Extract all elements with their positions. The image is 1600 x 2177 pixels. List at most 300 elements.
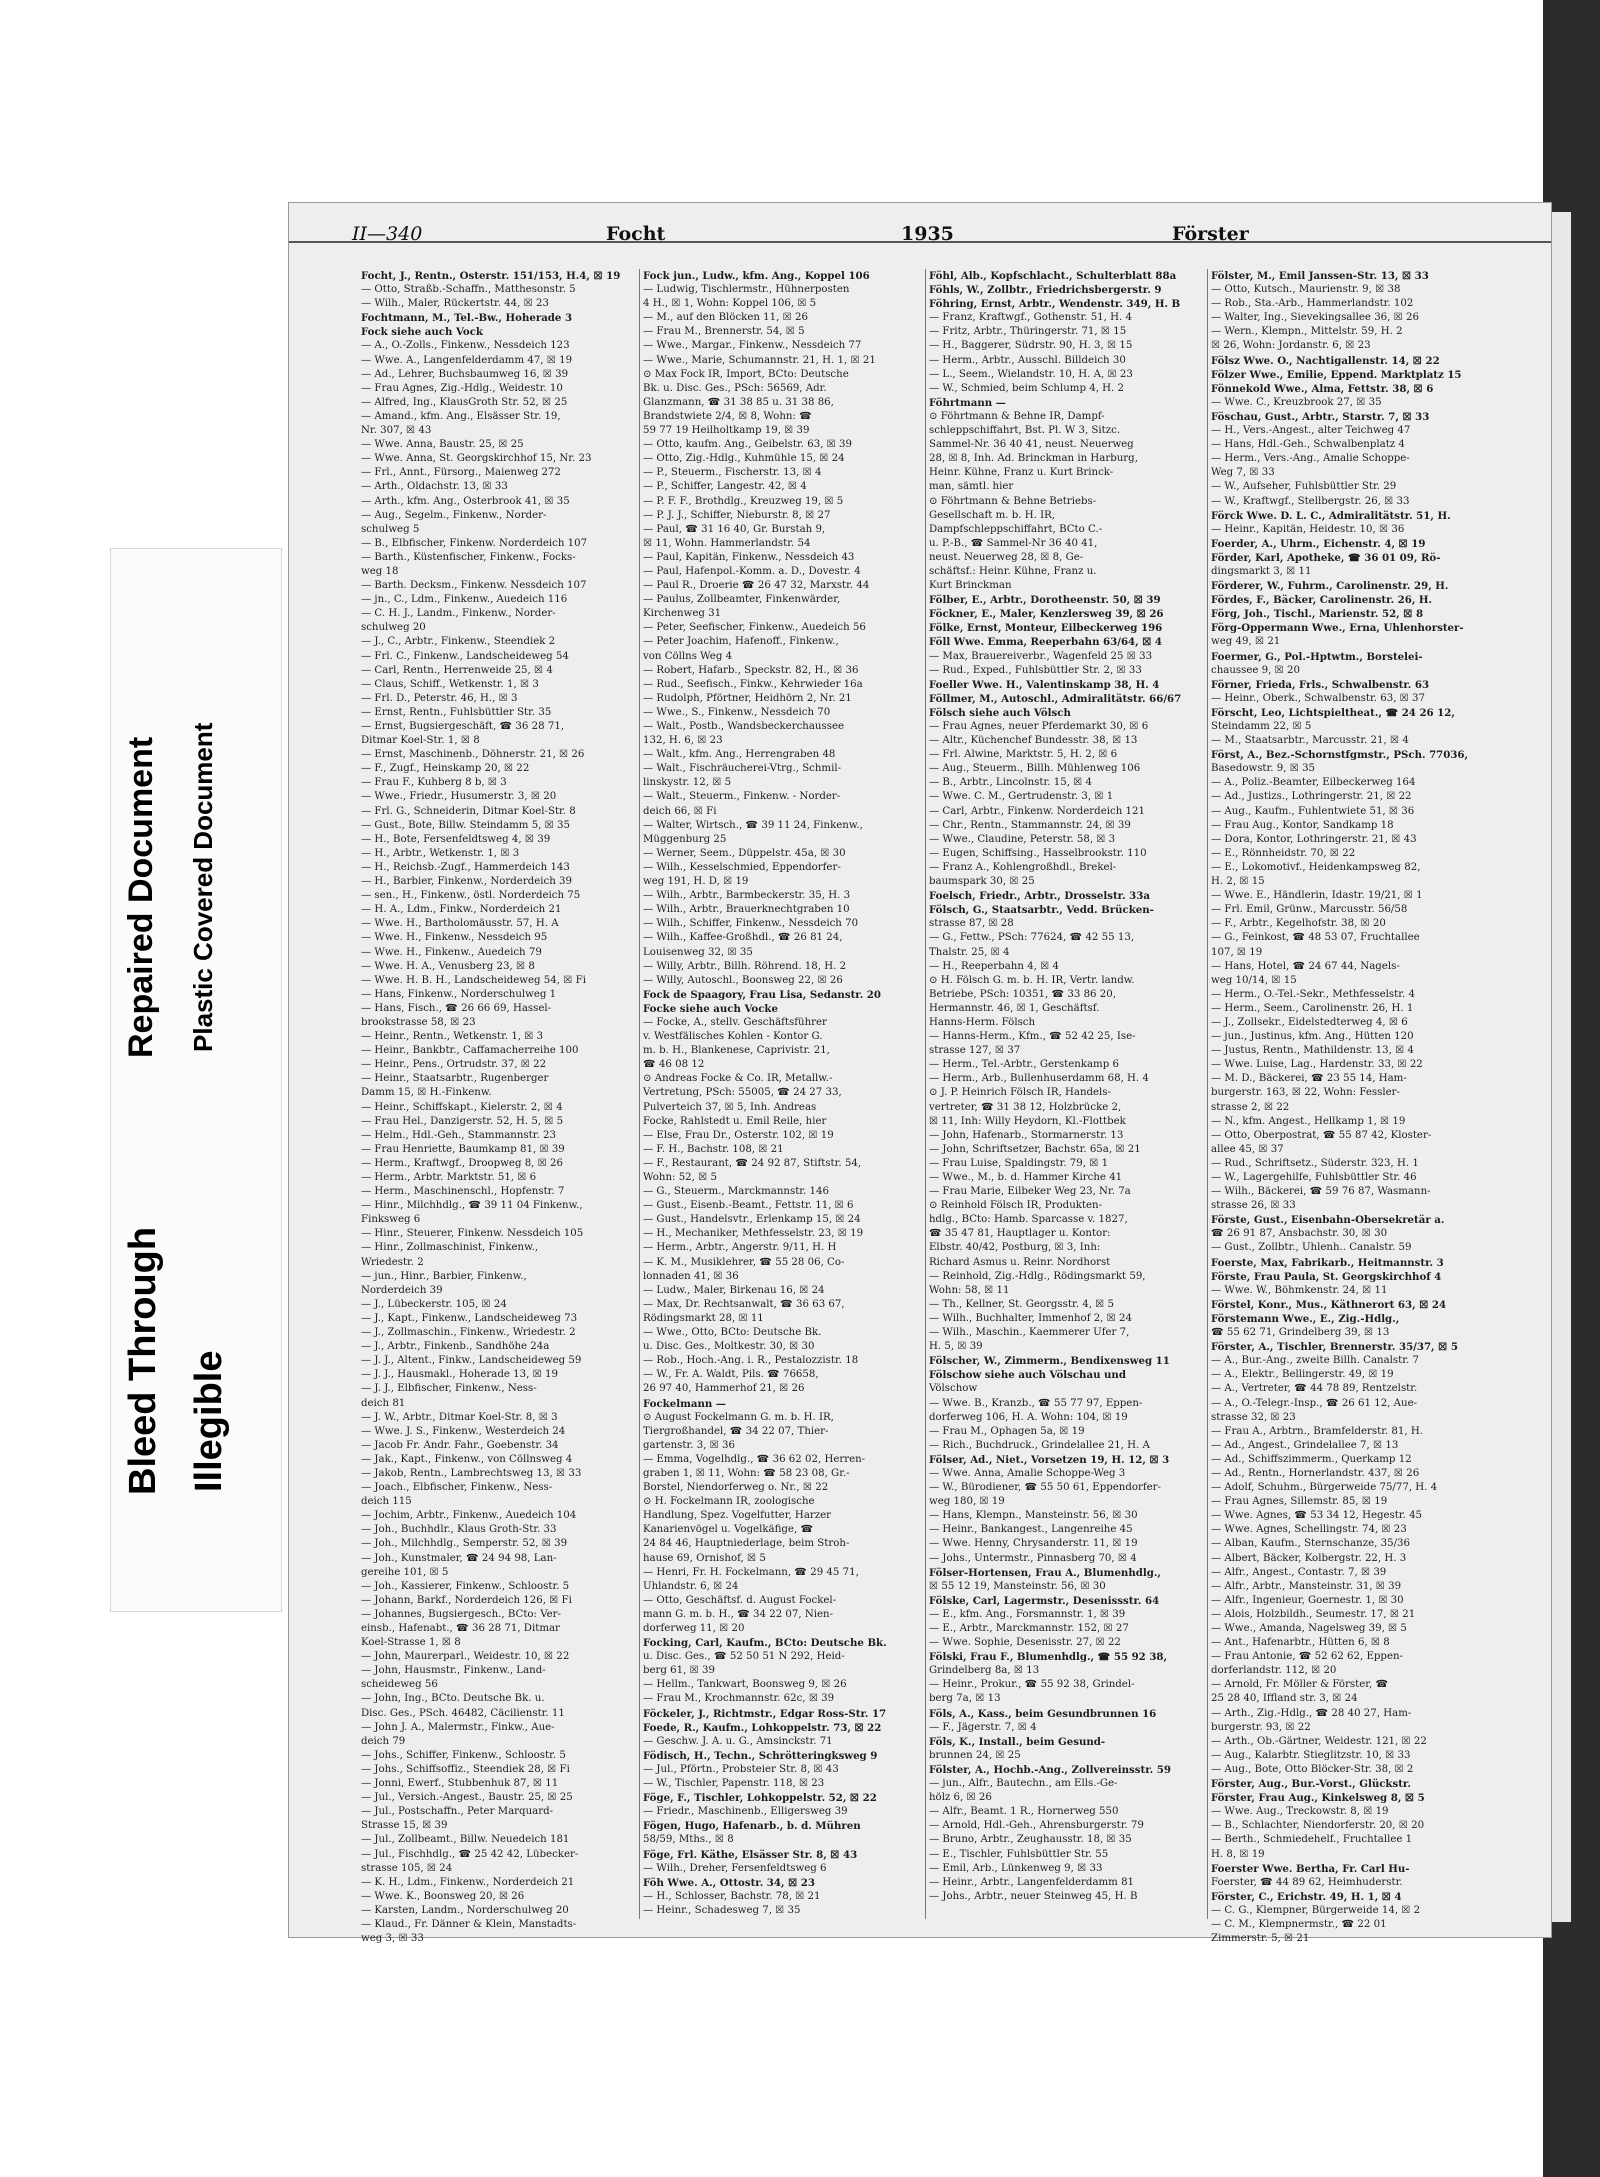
directory-entry: — Arnold, Fr. Möller & Förster, ☎ (1211, 1679, 1389, 1691)
directory-entry: Förster, C., Erichstr. 49, H. 1, ☒ 4 (1211, 1890, 1402, 1903)
directory-entry: — Arth., Zig.-Hdlg., ☎ 28 40 27, Ham- (1211, 1707, 1412, 1719)
directory-entry: — Hellm., Tankwart, Boonsweg 9, ☒ 26 (643, 1679, 847, 1691)
directory-entry: — Ernst, Rentn., Fuhlsbüttler Str. 35 (361, 706, 552, 718)
directory-entry: — Rich., Buchdruck., Grindelallee 21, H. A (929, 1439, 1150, 1451)
directory-entry: — Willy, Arbtr., Billh. Röhrend. 18, H. 2 (643, 960, 847, 972)
directory-entry: Fölzer Wwe., Emilie, Eppend. Marktplatz 15 (1211, 368, 1462, 381)
directory-entry: deich 81 (361, 1397, 406, 1409)
directory-entry: — Hans, Hotel, ☎ 24 67 44, Nagels- (1211, 960, 1400, 972)
directory-entry: — Wwe. Luise, Lag., Hardenstr. 33, ☒ 22 (1211, 1059, 1423, 1071)
directory-entry: — Wwe. C., Kreuzbrook 27, ☒ 35 (1211, 396, 1382, 408)
directory-entry: — B., Schlachter, Niendorferstr. 20, ☒ 20 (1211, 1820, 1425, 1832)
directory-entry: — H., Bote, Fersenfeldtsweg 4, ☒ 39 (361, 833, 551, 845)
directory-entry: — Joach., Elbfischer, Finkenw., Ness- (361, 1482, 553, 1494)
directory-entry: berg 7a, ☒ 13 (929, 1693, 1001, 1705)
directory-entry: — Wwe. Agnes, ☎ 53 34 12, Hegestr. 45 (1211, 1510, 1423, 1522)
directory-entry: — Walt., kfm. Ang., Herrengraben 48 (643, 749, 836, 761)
directory-entry: — Wwe. A., Langenfelderdamm 47, ☒ 19 (361, 354, 573, 366)
directory-entry: — Jakob, Rentn., Lambrechtsweg 13, ☒ 33 (361, 1467, 582, 1479)
directory-entry: — Aug., Kaufm., Fuhlentwiete 51, ☒ 36 (1211, 805, 1415, 817)
directory-entry: 58/59, Mths., ☒ 8 (643, 1834, 734, 1846)
directory-entry: strasse 26, ☒ 33 (1211, 1200, 1296, 1212)
directory-entry: — J., C., Arbtr., Finkenw., Steendiek 2 (361, 636, 556, 648)
directory-entry: — A., Bur.-Ang., zweite Billh. Canalstr. 7 (1211, 1355, 1419, 1367)
directory-entry: ⊙ Max Fock IR, Import, BCto: Deutsche (643, 368, 849, 380)
directory-entry: — Wwe., Marie, Schumannstr. 21, H. 1, ☒ 21 (643, 354, 876, 366)
directory-entry: — Reinhold, Zig.-Hdlg., Rödingsmarkt 59, (929, 1270, 1146, 1282)
directory-entry: — Berth., Schmiedehelf., Fruchtallee 1 (1211, 1834, 1413, 1846)
directory-entry: — B., Arbtr., Lincolnstr. 15, ☒ 4 (929, 777, 1093, 789)
directory-entry: Hanns-Herm. Fölsch (929, 1016, 1036, 1028)
directory-entry: — Altr., Küchenchef Bundesstr. 38, ☒ 13 (929, 735, 1138, 747)
directory-entry: — Rob., Hoch.-Ang. i. R., Pestalozzistr. 18 (643, 1355, 859, 1367)
directory-entry: — K. M., Musiklehrer, ☎ 55 28 06, Co- (643, 1256, 845, 1268)
directory-entry: — Hinr., Milchhdlg., ☎ 39 11 04 Finkenw., (361, 1200, 583, 1212)
directory-entry: Richard Asmus u. Reinr. Nordhorst (929, 1256, 1111, 1268)
directory-entry: ☒ 55 12 19, Mansteinstr. 56, ☒ 30 (929, 1580, 1106, 1592)
directory-entry: — Franz, Kraftwgf., Gothenstr. 51, H. 4 (929, 312, 1132, 324)
directory-entry: — Otto, Straßb.-Schaffn., Matthesonstr. 5 (361, 284, 576, 296)
page-header (289, 203, 1551, 243)
directory-entry: — Frl. C., Finkenw., Landscheideweg 54 (361, 650, 569, 662)
directory-column-2 (643, 269, 923, 1917)
directory-entry: — Dora, Kontor, Lothringerstr. 21, ☒ 43 (1211, 833, 1417, 845)
directory-entry: — Arth., Oldachstr. 13, ☒ 33 (361, 481, 508, 493)
directory-entry: — Walt., Steuerm., Finkenw. - Norder- (643, 791, 841, 803)
directory-entry: — Gust., Bote, Billw. Steindamm 5, ☒ 35 (361, 819, 570, 831)
directory-entry: Fölber, E., Arbtr., Dorotheenstr. 50, ☒ 39 (929, 594, 1161, 607)
column-divider (639, 269, 640, 1919)
directory-entry: — P. F. F., Brothdlg., Kreuzweg 19, ☒ 5 (643, 495, 844, 507)
directory-entry: Föckeler, J., Richtmstr., Edgar Ross-Str. 17 (643, 1707, 887, 1720)
directory-entry: — John J. A., Malermstr., Finkw., Aue- (361, 1721, 555, 1733)
directory-entry: ☒ 11, Inh: Willy Heydorn, Kl.-Flottbek (929, 1115, 1126, 1127)
directory-entry: deich 66, ☒ Fi (643, 805, 717, 817)
directory-entry: — H., Vers.-Angest., alter Teichweg 47 (1211, 425, 1411, 437)
directory-entry: Grindelberg 8a, ☒ 13 (929, 1665, 1040, 1677)
directory-entry: — Herm., O.-Tel.-Sekr., Methfesselstr. 4 (1211, 988, 1415, 1000)
directory-entry: — W., Schmied, beim Schlump 4, H. 2 (929, 382, 1125, 394)
directory-entry: — Wwe. H., Bartholomäusstr. 57, H. A (361, 918, 559, 930)
directory-entry: u. Disc. Ges., Moltkestr. 30, ☒ 30 (643, 1341, 815, 1353)
directory-entry: — Walter, Wirtsch., ☎ 39 11 24, Finkenw., (643, 819, 863, 831)
directory-entry: — Frl. G., Schneiderin, Ditmar Koel-Str. 8 (361, 805, 576, 817)
directory-entry: — Wwe. Henny, Chrysanderstr. 11, ☒ 19 (929, 1538, 1138, 1550)
directory-entry: — Wwe. Agnes, Schellingstr. 74, ☒ 23 (1211, 1524, 1407, 1536)
directory-entry: — Wwe. W., Böhmkenstr. 24, ☒ 11 (1211, 1284, 1388, 1296)
directory-entry: — J. W., Arbtr., Ditmar Koel-Str. 8, ☒ 3 (361, 1411, 558, 1423)
directory-entry: weg 3, ☒ 33 (361, 1933, 424, 1945)
directory-entry: — Wwe., Otto, BCto: Deutsche Bk. (643, 1327, 822, 1339)
directory-entry: — Rudolph, Pförtner, Heidhörn 2, Nr. 21 (643, 692, 852, 704)
directory-entry: — Wilh., Kesselschmied, Eppendorfer- (643, 861, 841, 873)
directory-entry: mann G. m. b. H., ☎ 34 22 07, Nien- (643, 1608, 834, 1620)
directory-entry: — A., O.-Telegr.-Insp., ☎ 26 61 12, Aue- (1211, 1397, 1418, 1409)
directory-entry: — Aug., Bote, Otto Blöcker-Str. 38, ☒ 2 (1211, 1763, 1414, 1775)
directory-entry: weg 191, H. D, ☒ 19 (643, 876, 749, 888)
directory-page (288, 202, 1552, 1945)
directory-entry: — W., Bürodiener, ☎ 55 50 61, Eppendorfer- (929, 1482, 1161, 1494)
directory-entry: 59 77 19 Heilholtkamp 19, ☒ 39 (643, 425, 810, 437)
directory-entry: — Alfr., Ingenieur, Goernestr. 1, ☒ 30 (1211, 1594, 1404, 1606)
directory-entry: scheideweg 56 (361, 1679, 438, 1691)
directory-entry: — A., Elektr., Bellingerstr. 49, ☒ 19 (1211, 1369, 1394, 1381)
directory-entry: — Ad., Lehrer, Buchsbaumweg 16, ☒ 39 (361, 368, 569, 380)
directory-entry: burgerstr. 93, ☒ 22 (1211, 1721, 1311, 1733)
directory-column-4 (1211, 269, 1469, 1945)
directory-entry: neust. Neuerweg 28, ☒ 8, Ge- (929, 551, 1084, 563)
directory-entry: Disc. Ges., PSch. 46482, Cäcilienstr. 11 (361, 1707, 565, 1719)
directory-entry: — Gust., Handelsvtr., Erlenkamp 15, ☒ 24 (643, 1214, 861, 1226)
last-name-header: Förster (1172, 223, 1249, 245)
directory-entry: — Else, Frau Dr., Osterstr. 102, ☒ 19 (643, 1129, 834, 1141)
directory-entry: weg 10/14, ☒ 15 (1211, 974, 1297, 986)
directory-entry: H. 2, ☒ 15 (1211, 876, 1265, 888)
directory-entry: — Focke, A., stellv. Geschäftsführer (643, 1016, 827, 1028)
directory-entry: — Gust., Eisenb.-Beamt., Fettstr. 11, ☒ 6 (643, 1200, 854, 1212)
directory-entry: — Ernst, Maschinenb., Döhnerstr. 21, ☒ 26 (361, 749, 585, 761)
directory-entry: — Paul R., Droerie ☎ 26 47 32, Marxstr. 44 (643, 580, 870, 592)
directory-entry: — W., Fr. A. Waldt, Pils. ☎ 76658, (643, 1369, 819, 1381)
directory-entry: ⊙ J. P. Heinrich Fölsch IR, Handels- (929, 1087, 1111, 1099)
directory-entry: — Wwe. Sophie, Desenisstr. 27, ☒ 22 (929, 1637, 1121, 1649)
directory-entry: — Frau Agnes, Zig.-Hdlg., Weidestr. 10 (361, 382, 563, 394)
directory-entry: — Joh., Milchhdlg., Semperstr. 52, ☒ 39 (361, 1538, 568, 1550)
directory-entry: brookstrasse 58, ☒ 23 (361, 1016, 476, 1028)
directory-entry: — Paul, Hafenpol.-Komm. a. D., Dovestr. 4 (643, 565, 861, 577)
directory-entry: — Frau Henriette, Baumkamp 81, ☒ 39 (361, 1143, 565, 1155)
directory-entry: — Otto, Zig.-Hdlg., Kuhmühle 15, ☒ 24 (643, 453, 845, 465)
directory-entry: Föge, Frl. Käthe, Elsässer Str. 8, ☒ 43 (643, 1848, 858, 1861)
directory-entry: — Jacob Fr. Andr. Fahr., Goebenstr. 34 (361, 1439, 559, 1451)
directory-entry: — Max, Brauereiverbr., Wagenfeld 25 ☒ 33 (929, 650, 1153, 662)
directory-entry: Förner, Frieda, Frls., Schwalbenstr. 63 (1211, 678, 1430, 691)
directory-entry: — Herm., Tel.-Arbtr., Gerstenkamp 6 (929, 1059, 1119, 1071)
directory-entry: Kanarienvögel u. Vogelkäfige, ☎ (643, 1524, 814, 1536)
directory-entry: strasse 105, ☒ 24 (361, 1862, 453, 1874)
directory-entry: Fock jun., Ludw., kfm. Ang., Koppel 106 (643, 270, 870, 282)
directory-entry: — Johann, Barkf., Norderdeich 126, ☒ Fi (361, 1594, 572, 1606)
directory-entry: — Jul., Pförtn., Probsteier Str. 8, ☒ 43 (643, 1763, 839, 1775)
directory-entry: Fock siehe auch Vock (361, 326, 483, 339)
directory-entry: — W., Lagergehilfe, Fuhlsbüttler Str. 46 (1211, 1172, 1417, 1183)
directory-entry: — Geschw. J. A. u. G., Amsinckstr. 71 (643, 1735, 833, 1747)
directory-entry: Brandstwiete 2/4, ☒ 8, Wohn: ☎ (643, 410, 812, 422)
directory-entry: — Hans, Klempn., Mansteinstr. 56, ☒ 30 (929, 1510, 1138, 1522)
directory-entry: — jn., C., Ldm., Finkenw., Auedeich 116 (361, 594, 568, 606)
directory-entry: dorferweg 11, ☒ 20 (643, 1623, 745, 1634)
directory-entry: — Fritz, Arbtr., Thüringerstr. 71, ☒ 15 (929, 326, 1127, 338)
label-plastic-covered: Plastic Covered Document (188, 722, 218, 1052)
directory-entry: Fock de Spaagory, Frau Lisa, Sedanstr. 20 (643, 988, 881, 1001)
directory-entry: — Friedr., Maschinenb., Elligersweg 39 (643, 1806, 848, 1818)
directory-entry: ☎ 55 62 71, Grindelberg 39, ☒ 13 (1211, 1327, 1390, 1339)
directory-entry: — Frau Antonie, ☎ 52 62 62, Eppen- (1211, 1651, 1403, 1663)
directory-entry: — Paulus, Zollbeamter, Finkenwärder, (643, 594, 841, 606)
directory-entry: Fölster, M., Emil Janssen-Str. 13, ☒ 33 (1211, 270, 1429, 282)
directory-entry: ☎ 35 47 81, Hauptlager u. Kontor: (929, 1228, 1111, 1240)
directory-entry: — G., Steuerm., Marckmannstr. 146 (643, 1186, 829, 1198)
directory-entry: — Frau F., Kuhberg 8 b, ☒ 3 (361, 777, 507, 789)
directory-entry: Handlung, Spez. Vogelfutter, Harzer (643, 1510, 832, 1522)
directory-entry: schulweg 5 (361, 523, 420, 535)
column-divider (925, 269, 926, 1919)
directory-entry: Foerster Wwe. Bertha, Fr. Carl Hu- (1211, 1862, 1410, 1875)
directory-entry: ☎ 46 08 12 (643, 1059, 705, 1071)
directory-entry: Thalstr. 25, ☒ 4 (929, 946, 1010, 958)
directory-entry: Focke siehe auch Vocke (643, 1002, 778, 1015)
directory-entry: Förstemann Wwe., E., Zig.-Hdlg., (1211, 1312, 1400, 1325)
directory-entry: — Wilh., Maler, Rückertstr. 44, ☒ 23 (361, 298, 549, 310)
directory-entry: — Jul., Fischhdlg., ☎ 25 42 42, Lübecker- (361, 1848, 579, 1860)
directory-entry: — Eugen, Schiffsing., Hasselbrookstr. 110 (929, 847, 1147, 859)
directory-entry: — Emil, Arb., Lünkenweg 9, ☒ 33 (929, 1862, 1103, 1874)
directory-entry: — Wwe. K., Boonsweg 20, ☒ 26 (361, 1890, 525, 1902)
directory-entry: — F., Jägerstr. 7, ☒ 4 (929, 1721, 1037, 1733)
directory-entry: — Frau Marie, Eilbeker Weg 23, Nr. 7a (929, 1186, 1131, 1198)
directory-entry: linskystr. 12, ☒ 5 (643, 777, 732, 789)
directory-entry: — Wwe., Friedr., Husumerstr. 3, ☒ 20 (361, 791, 557, 803)
directory-entry: ☒ 26, Wohn: Jordanstr. 6, ☒ 23 (1211, 340, 1371, 352)
directory-entry: gartenstr. 3, ☒ 36 (643, 1439, 735, 1451)
directory-entry: Föhring, Ernst, Arbtr., Wendenstr. 349, H. B (929, 298, 1181, 311)
directory-entry: — Franz A., Kohlengroßhdl., Brekel- (929, 861, 1117, 873)
directory-entry: — Frau M., Krochmannstr. 62c, ☒ 39 (643, 1693, 835, 1705)
directory-entry: — John, Maurerparl., Weidestr. 10, ☒ 22 (361, 1651, 570, 1663)
directory-entry: — J. J., Altent., Finkw., Landscheideweg 59 (361, 1355, 582, 1367)
directory-entry: Föschau, Gust., Arbtr., Starstr. 7, ☒ 33 (1211, 410, 1430, 423)
directory-entry: — Emma, Vogelhdlg., ☎ 36 62 02, Herren- (643, 1453, 866, 1465)
directory-entry: — J., Zollsekr., Eidelstedterweg 4, ☒ 6 (1211, 1016, 1408, 1028)
directory-entry: 28, ☒ 8, Inh. Ad. Brinckman in Harburg, (929, 453, 1138, 465)
directory-entry: — Otto, Oberpostrat, ☎ 55 87 42, Kloster- (1211, 1129, 1432, 1141)
directory-entry: Föhl, Alb., Kopfschlacht., Schulterblatt 88a (929, 270, 1177, 282)
directory-entry: — Wwe. C. M., Gertrudenstr. 3, ☒ 1 (929, 791, 1114, 803)
directory-entry: Foede, R., Kaufm., Lohkoppelstr. 73, ☒ 22 (643, 1721, 882, 1734)
directory-entry: — Wwe., Claudine, Peterstr. 58, ☒ 3 (929, 833, 1116, 845)
directory-entry: dingsmarkt 3, ☒ 11 (1211, 565, 1312, 577)
directory-entry: — Joh., Buchhdlr., Klaus Groth-Str. 33 (361, 1524, 557, 1536)
directory-entry: — Rud., Schriftsetz., Süderstr. 323, H. 1 (1211, 1157, 1419, 1169)
directory-entry: — M., auf den Blöcken 11, ☒ 26 (643, 312, 808, 324)
directory-entry: — Herm., Arb., Bullenhuserdamm 68, H. 4 (929, 1073, 1149, 1085)
directory-entry: Foeller Wwe. H., Valentinskamp 38, H. 4 (929, 678, 1160, 691)
directory-entry: — Alfred, Ing., KlausGroth Str. 52, ☒ 25 (361, 396, 568, 408)
directory-entry: — H., Reichsb.-Zugf., Hammerdeich 143 (361, 861, 570, 873)
directory-entry: Föll Wwe. Emma, Reeperbahn 63/64, ☒ 4 (929, 636, 1162, 649)
directory-entry: Bk. u. Disc. Ges., PSch: 56569, Adr. (643, 382, 827, 394)
column-divider (1207, 269, 1208, 1919)
directory-entry: — Walt., Postb., Wandsbeckerchaussee (643, 721, 844, 732)
directory-entry: schleppschiffahrt, Bst. Pl. W 3, Sitzc. (929, 425, 1121, 437)
directory-entry: 25 28 40, Iffland str. 3, ☒ 24 (1211, 1693, 1358, 1705)
directory-entry: — Paul, ☎ 31 16 40, Gr. Burstah 9, (643, 523, 826, 535)
directory-entry: — Willy, Autoschl., Boonsweg 22, ☒ 26 (643, 974, 843, 986)
directory-entry: — Frau Hel., Danzigerstr. 52, H. 5, ☒ 5 (361, 1115, 564, 1127)
directory-entry: Fölsch siehe auch Völsch (929, 706, 1071, 719)
directory-entry: — Chr., Rentn., Stammannstr. 24, ☒ 39 (929, 819, 1131, 831)
directory-entry: Vertretung, PSch: 55005, ☎ 24 27 33, (643, 1087, 842, 1099)
directory-entry: — Rob., Sta.-Arb., Hammerlandstr. 102 (1211, 298, 1414, 310)
directory-entry: — Frau M., Brennerstr. 54, ☒ 5 (643, 326, 805, 338)
directory-entry: — Adolf, Schuhm., Bürgerweide 75/77, H. 4 (1211, 1482, 1438, 1494)
directory-entry: Förste, Frau Paula, St. Georgskirchhof 4 (1211, 1270, 1442, 1283)
directory-entry: — J. J., Elbfischer, Finkenw., Ness- (361, 1383, 537, 1395)
directory-entry: Fölser-Hortensen, Frau A., Blumenhdlg., (929, 1566, 1161, 1579)
directory-entry: Föckner, E., Maler, Kenzlersweg 39, ☒ 26 (929, 608, 1164, 621)
directory-entry: — J., Lübeckerstr. 105, ☒ 24 (361, 1298, 507, 1310)
directory-entry: m. b. H., Blankenese, Caprivistr. 21, (643, 1045, 830, 1057)
directory-entry: — E., Lokomotivf., Heidenkampsweg 82, (1211, 861, 1421, 873)
directory-entry: von Cöllns Weg 4 (643, 650, 733, 662)
directory-entry: — Johs., Schiffer, Finkenw., Schloostr. 5 (361, 1749, 566, 1761)
directory-entry: — H., Mechaniker, Methfesselstr. 23, ☒ 19 (643, 1228, 864, 1240)
directory-entry: Fölser, Ad., Niet., Vorsetzen 19, H. 12, ☒ 3 (929, 1453, 1170, 1466)
directory-entry: — Carl, Arbtr., Finkenw. Norderdeich 121 (929, 805, 1145, 817)
directory-entry: hause 69, Ornishof, ☒ 5 (643, 1552, 766, 1564)
directory-entry: — K. H., Ldm., Finkenw., Norderdeich 21 (361, 1876, 575, 1888)
directory-entry: — Alban, Kaufm., Sternschanze, 35/36 (1211, 1538, 1410, 1550)
directory-entry: Kirchenweg 31 (643, 608, 722, 620)
directory-entry: — Otto, Kutsch., Maurienstr. 9, ☒ 38 (1211, 284, 1401, 296)
directory-entry: — Wwe. Anna, Amalie Schoppe-Weg 3 (929, 1467, 1126, 1479)
directory-entry: — Wwe. H. B. H., Landscheideweg 54, ☒ Fi (361, 974, 586, 986)
label-bleed-through: Bleed Through (122, 1226, 164, 1495)
directory-entry: — C. M., Klempnermstr., ☎ 22 01 (1211, 1918, 1387, 1930)
directory-entry: Fönnekold Wwe., Alma, Fettstr. 38, ☒ 6 (1211, 382, 1434, 395)
directory-entry: — H., Arbtr., Wetkenstr. 1, ☒ 3 (361, 847, 520, 859)
directory-entry: — Wwe., Margar., Finkenw., Nessdeich 77 (643, 340, 862, 352)
directory-entry: — Wwe. J. S., Finkenw., Westerdeich 24 (361, 1425, 566, 1437)
directory-entry: strasse 32, ☒ 23 (1211, 1411, 1296, 1423)
directory-entry: Förderer, W., Fuhrm., Carolinenstr. 29, H. (1211, 580, 1449, 593)
directory-entry: — Hans, Hdl.-Geh., Schwalbenplatz 4 (1211, 439, 1405, 451)
directory-entry: — Wwe., S., Finkenw., Nessdeich 70 (643, 706, 831, 718)
directory-entry: — Aug., Steuerm., Billh. Mühlenweg 106 (929, 763, 1141, 775)
directory-entry: — Wwe., M., b. d. Hammer Kirche 41 (929, 1172, 1123, 1183)
directory-entry: Förster, A., Tischler, Brennerstr. 35/37, ☒ 5 (1211, 1341, 1458, 1354)
directory-entry: Sammel-Nr. 36 40 41, neust. Neuerweg (929, 439, 1134, 451)
directory-entry: Uhlandstr. 6, ☒ 24 (643, 1580, 739, 1592)
directory-entry: schulweg 20 (361, 622, 426, 634)
directory-entry: Föhrtmann — (929, 396, 1006, 409)
directory-entry: — Hinr., Steuerer, Finkenw. Nessdeich 105 (361, 1228, 584, 1240)
directory-entry: Heinr. Kühne, Franz u. Kurt Brinck- (929, 467, 1114, 479)
directory-entry: strasse 2, ☒ 22 (1211, 1101, 1290, 1113)
label-illegible: Illegible (188, 1350, 230, 1492)
directory-entry: — Carl, Rentn., Herrenweide 25, ☒ 4 (361, 664, 553, 676)
directory-entry: Kurt Brinckman (929, 580, 1012, 592)
directory-entry: — Otto, Geschäftsf. d. August Fockel- (643, 1594, 837, 1606)
directory-entry: — Peter, Seefischer, Finkenw., Auedeich 56 (643, 622, 866, 634)
directory-entry: Tiergroßhandel, ☎ 34 22 07, Thier- (643, 1425, 829, 1437)
directory-column-3 (929, 269, 1204, 1917)
directory-entry: — sen., H., Finkenw., östl. Norderdeich 75 (361, 890, 581, 902)
directory-entry: Fölschow siehe auch Völschau und (929, 1369, 1126, 1382)
directory-entry: Völschow (929, 1383, 978, 1395)
directory-entry: — A., Vertreter, ☎ 44 78 89, Rentzelstr. (1211, 1383, 1418, 1395)
directory-entry: — F. H., Bachstr. 108, ☒ 21 (643, 1143, 784, 1155)
directory-entry: Förder, Karl, Apotheke, ☎ 36 01 09, Rö- (1211, 551, 1441, 564)
directory-entry: Glanzmann, ☎ 31 38 85 u. 31 38 86, (643, 396, 834, 408)
directory-entry: — Claus, Schiff., Wetkenstr. 1, ☒ 3 (361, 678, 539, 690)
directory-entry: — Walt., Fischräucherei-Vtrg., Schmil- (643, 763, 842, 775)
directory-entry: — E., Arbtr., Marckmannstr. 152, ☒ 27 (929, 1623, 1129, 1634)
directory-entry: — Alfr., Arbtr., Mansteinstr. 31, ☒ 39 (1211, 1580, 1402, 1592)
directory-entry: — Jak., Kapt., Finkenw., von Cöllnsweg 4 (361, 1453, 573, 1465)
directory-entry: deich 115 (361, 1496, 412, 1508)
directory-entry: Först, A., Bez.-Schornstfgmstr., PSch. 77036, (1211, 749, 1469, 762)
directory-entry: Fördes, F., Bäcker, Carolinenstr. 26, H. (1211, 594, 1433, 607)
directory-entry: 107, ☒ 19 (1211, 946, 1263, 958)
directory-entry: — Bruno, Arbtr., Zeughausstr. 18, ☒ 35 (929, 1834, 1132, 1846)
directory-entry: v. Westfälisches Kohlen - Kontor G. (643, 1031, 823, 1043)
directory-entry: — Johs., Schiffsoffiz., Steendiek 28, ☒ Fi (361, 1763, 570, 1775)
directory-entry: — Wwe. H., Finkenw., Auedeich 79 (361, 946, 542, 958)
directory-entry: Foermer, G., Pol.-Hptwtm., Borstelei- (1211, 650, 1423, 663)
directory-entry: ☒ 11, Wohn. Hammerlandstr. 54 (643, 537, 811, 549)
directory-entry: ⊙ Föhrtmann & Behne IR, Dampf- (929, 410, 1105, 422)
directory-entry: — B., Elbfischer, Finkenw. Norderdeich 107 (361, 537, 588, 549)
directory-entry: — Frl. Alwine, Marktstr. 5, H. 2, ☒ 6 (929, 749, 1118, 761)
directory-entry: — Heinr., Staatsarbtr., Rugenberger (361, 1073, 549, 1085)
directory-entry: — Alfr., Angest., Contastr. 7, ☒ 39 (1211, 1566, 1387, 1578)
directory-entry: — Herm., Arbtr., Ausschl. Billdeich 30 (929, 354, 1126, 366)
directory-entry: — Herm., Arbtr. Marktstr. 51, ☒ 6 (361, 1172, 537, 1183)
directory-entry: strasse 127, ☒ 37 (929, 1045, 1021, 1057)
directory-entry: — Karsten, Landm., Norderschulweg 20 (361, 1904, 569, 1916)
directory-entry: Strasse 15, ☒ 39 (361, 1820, 448, 1832)
directory-entry: — W., Tischler, Papenstr. 118, ☒ 23 (643, 1778, 825, 1790)
directory-entry: — Hanns-Herm., Kfm., ☎ 52 42 25, Ise- (929, 1031, 1136, 1043)
directory-entry: Wriedestr. 2 (361, 1256, 424, 1268)
directory-entry: — Frl., Annt., Fürsorg., Maienweg 272 (361, 467, 561, 479)
directory-entry: — Wilh., Arbtr., Barmbeckerstr. 35, H. 3 (643, 890, 851, 902)
directory-entry: — Ad., Schiffszimmerm., Querkamp 12 (1211, 1453, 1412, 1465)
directory-entry: — Heinr., Arbtr., Langenfelderdamm 81 (929, 1876, 1135, 1888)
directory-entry: — H., Reeperbahn 4, ☒ 4 (929, 960, 1059, 972)
directory-entry: — Hans, Finkenw., Norderschulweg 1 (361, 988, 557, 1000)
directory-entry: Fölke, Ernst, Monteur, Eilbeckerweg 196 (929, 622, 1163, 635)
directory-entry: — Herm., Kraftwgf., Droopweg 8, ☒ 26 (361, 1157, 563, 1169)
directory-entry: hölz 6, ☒ 26 (929, 1792, 992, 1804)
directory-entry: — Frl. Emil, Grünw., Marcusstr. 56/58 (1211, 904, 1408, 916)
directory-entry: — M. D., Bäckerei, ☎ 23 55 14, Ham- (1211, 1073, 1407, 1085)
directory-entry: Müggenburg 25 (643, 833, 727, 845)
directory-entry: H. 8, ☒ 19 (1211, 1848, 1265, 1860)
directory-entry: — Heinr., Kapitän, Heidestr. 10, ☒ 36 (1211, 523, 1405, 535)
directory-entry: lonnaden 41, ☒ 36 (643, 1270, 739, 1282)
directory-entry: — Th., Kellner, St. Georgsstr. 4, ☒ 5 (929, 1298, 1115, 1310)
directory-entry: burgerstr. 163, ☒ 22, Wohn: Fessler- (1211, 1087, 1400, 1099)
directory-entry: — Joh., Kassierer, Finkenw., Schloostr. 5 (361, 1580, 570, 1592)
directory-entry: ☎ 26 91 87, Ansbachstr. 30, ☒ 30 (1211, 1228, 1388, 1240)
directory-entry: berg 61, ☒ 39 (643, 1665, 715, 1677)
directory-entry: — F., Zugf., Heinskamp 20, ☒ 22 (361, 763, 530, 775)
directory-entry: — Ant., Hafenarbtr., Hütten 6, ☒ 8 (1211, 1637, 1390, 1649)
directory-entry: — C. H. J., Landm., Finkenw., Norder- (361, 608, 556, 620)
directory-entry: — Wwe. H., Finkenw., Nessdeich 95 (361, 932, 548, 944)
directory-entry: man, sämtl. hier (929, 481, 1014, 493)
directory-entry: Focking, Carl, Kaufm., BCto: Deutsche Bk. (643, 1637, 887, 1650)
directory-entry: — Ludw., Maler, Birkenau 16, ☒ 24 (643, 1284, 825, 1296)
directory-entry: Fölske, Carl, Lagermstr., Desenissstr. 64 (929, 1594, 1160, 1607)
directory-entry: — Hans, Fisch., ☎ 26 66 69, Hassel- (361, 1002, 552, 1014)
directory-entry: Pulverteich 37, ☒ 5, Inh. Andreas (643, 1101, 817, 1113)
directory-entry: — Heinr., Schiffskapt., Kielerstr. 2, ☒ 4 (361, 1101, 563, 1113)
directory-entry: ⊙ H. Fölsch G. m. b. H. IR, Vertr. landw. (929, 974, 1135, 986)
directory-entry: — Herm., Arbtr., Angerstr. 9/11, H. H (643, 1242, 837, 1254)
